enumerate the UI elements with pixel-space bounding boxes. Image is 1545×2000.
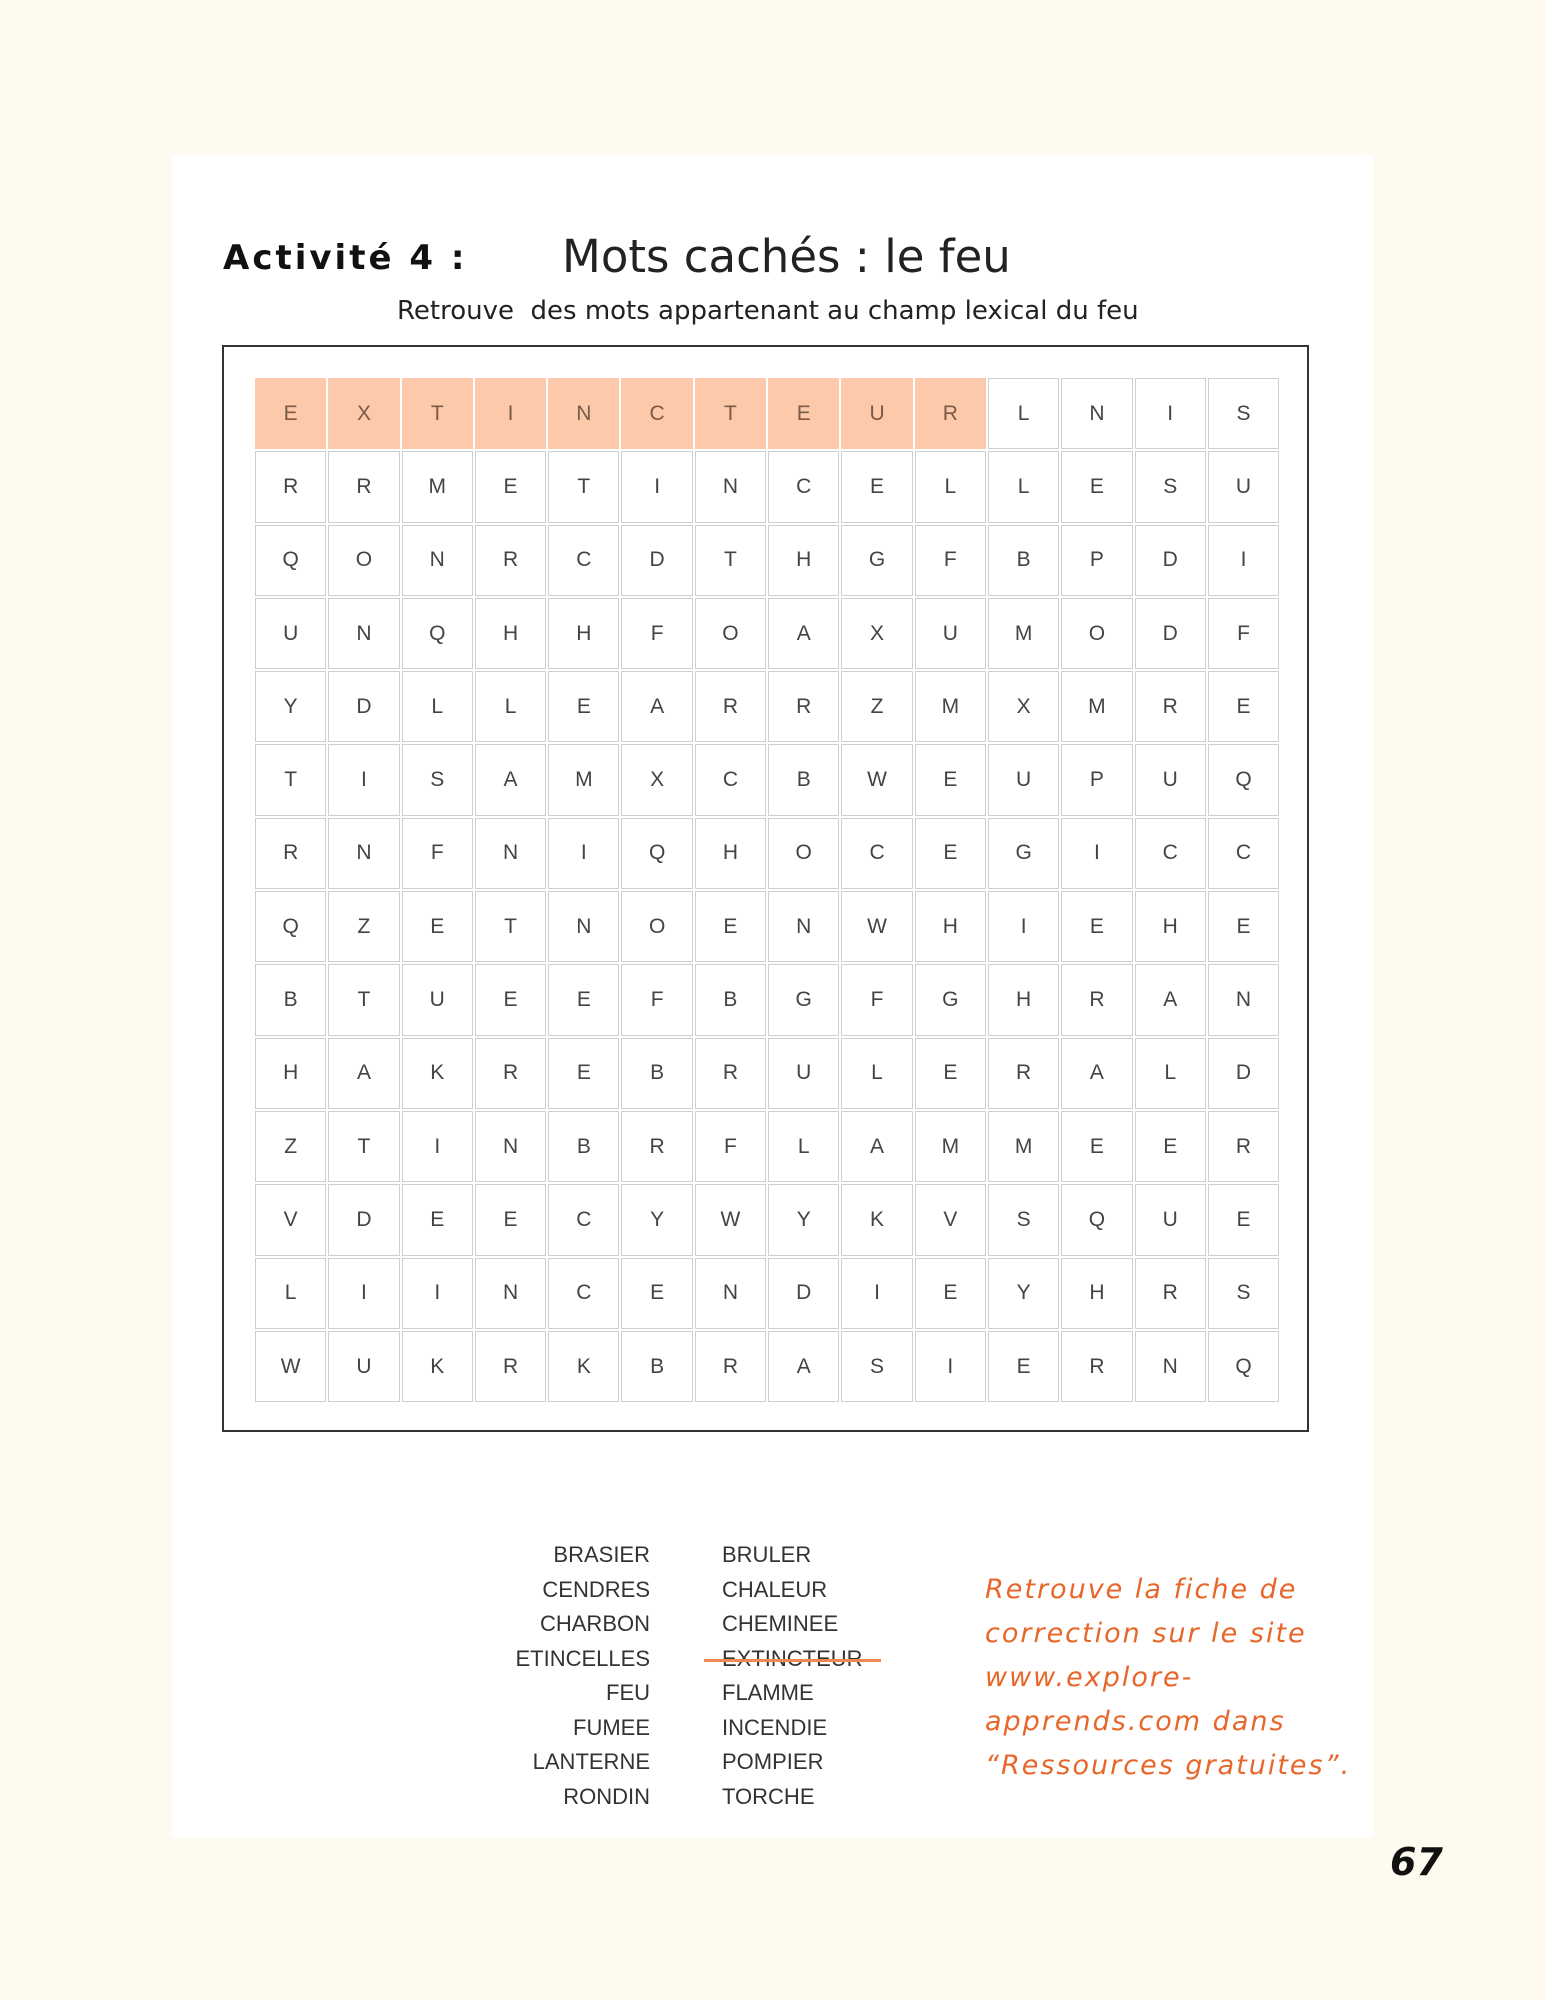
grid-cell[interactable]: T <box>695 525 766 596</box>
grid-cell[interactable]: C <box>621 378 692 449</box>
grid-cell[interactable]: D <box>1208 1038 1279 1109</box>
word-list-item: FUMEE <box>573 1714 650 1740</box>
grid-cell[interactable]: D <box>1135 598 1206 669</box>
grid-cell[interactable]: H <box>768 525 839 596</box>
grid-cell[interactable]: E <box>475 451 546 522</box>
grid-cell[interactable]: A <box>1061 1038 1132 1109</box>
grid-cell[interactable]: N <box>475 818 546 889</box>
word-list-item: INCENDIE <box>722 1714 828 1740</box>
word-list-item: ETINCELLES <box>515 1645 650 1671</box>
grid-cell[interactable]: V <box>255 1184 326 1255</box>
grid-cell[interactable]: B <box>548 1111 619 1182</box>
grid-cell[interactable]: E <box>621 1258 692 1329</box>
grid-cell[interactable]: D <box>328 671 399 742</box>
grid-cell[interactable]: I <box>915 1331 986 1402</box>
grid-cell[interactable]: I <box>1208 525 1279 596</box>
grid-cell[interactable]: U <box>328 1331 399 1402</box>
word-list-item: FLAMME <box>722 1680 814 1705</box>
grid-cell[interactable]: U <box>841 378 912 449</box>
word-list-item: BRASIER <box>553 1542 650 1567</box>
grid-cell[interactable]: P <box>1061 744 1132 815</box>
grid-cell[interactable]: N <box>548 891 619 962</box>
word-list-item: FEU <box>606 1680 650 1705</box>
grid-cell[interactable]: U <box>988 744 1059 815</box>
grid-cell[interactable]: Q <box>255 525 326 596</box>
grid-cell[interactable]: B <box>255 964 326 1035</box>
word-search-grid <box>254 377 1280 1403</box>
grid-cell[interactable]: N <box>1135 1331 1206 1402</box>
word-list-item: RONDIN <box>563 1783 650 1809</box>
grid-cell[interactable]: E <box>475 1184 546 1255</box>
grid-cell[interactable]: E <box>915 1038 986 1109</box>
grid-cell[interactable]: N <box>475 1258 546 1329</box>
grid-cell[interactable]: H <box>915 891 986 962</box>
grid-cell[interactable]: G <box>988 818 1059 889</box>
grid-cell[interactable]: I <box>475 378 546 449</box>
grid-cell[interactable]: T <box>548 451 619 522</box>
grid-cell[interactable]: E <box>768 378 839 449</box>
grid-cell[interactable]: E <box>1208 1184 1279 1255</box>
grid-cell[interactable]: D <box>1135 525 1206 596</box>
grid-cell[interactable]: S <box>1208 378 1279 449</box>
grid-cell[interactable]: N <box>475 1111 546 1182</box>
grid-cell[interactable]: F <box>402 818 473 889</box>
grid-cell[interactable]: M <box>915 671 986 742</box>
grid-cell[interactable]: Q <box>1061 1184 1132 1255</box>
grid-cell[interactable]: N <box>695 451 766 522</box>
grid-cell[interactable]: N <box>1061 378 1132 449</box>
grid-cell[interactable]: K <box>548 1331 619 1402</box>
grid-cell[interactable]: X <box>621 744 692 815</box>
grid-cell[interactable]: N <box>768 891 839 962</box>
grid-cell[interactable]: P <box>1061 525 1132 596</box>
grid-cell[interactable]: H <box>1135 891 1206 962</box>
grid-cell[interactable]: N <box>695 1258 766 1329</box>
grid-cell[interactable]: F <box>841 964 912 1035</box>
grid-cell[interactable]: X <box>328 378 399 449</box>
instructions: Retrouve des mots appartenant au champ lexical du feu <box>397 296 1139 326</box>
grid-cell[interactable]: D <box>621 525 692 596</box>
grid-cell[interactable]: M <box>402 451 473 522</box>
grid-cell[interactable]: S <box>1135 451 1206 522</box>
grid-cell[interactable]: L <box>915 451 986 522</box>
grid-cell[interactable]: Y <box>988 1258 1059 1329</box>
grid-cell[interactable]: S <box>402 744 473 815</box>
grid-cell[interactable]: U <box>1135 744 1206 815</box>
word-list-item: BRULER <box>722 1542 812 1567</box>
grid-cell[interactable]: M <box>988 1111 1059 1182</box>
grid-cell[interactable]: E <box>915 818 986 889</box>
grid-cell[interactable]: E <box>1061 451 1132 522</box>
grid-cell[interactable]: A <box>841 1111 912 1182</box>
grid-cell[interactable]: R <box>1208 1111 1279 1182</box>
word-list-item <box>722 1642 972 1677</box>
grid-cell[interactable]: H <box>988 964 1059 1035</box>
grid-cell[interactable]: E <box>475 964 546 1035</box>
grid-cell[interactable]: E <box>1061 891 1132 962</box>
word-list-left <box>400 1538 650 1814</box>
grid-cell[interactable]: R <box>988 1038 1059 1109</box>
page-number: 67 <box>1390 1840 1443 1884</box>
grid-cell[interactable]: R <box>1061 964 1132 1035</box>
grid-cell[interactable]: F <box>621 598 692 669</box>
grid-cell[interactable]: D <box>328 1184 399 1255</box>
grid-cell[interactable]: I <box>988 891 1059 962</box>
grid-cell[interactable]: S <box>841 1331 912 1402</box>
grid-cell[interactable]: I <box>402 1111 473 1182</box>
grid-cell[interactable]: U <box>402 964 473 1035</box>
grid-cell[interactable]: H <box>1061 1258 1132 1329</box>
grid-cell[interactable]: U <box>1208 451 1279 522</box>
grid-cell[interactable]: D <box>768 1258 839 1329</box>
grid-cell[interactable]: C <box>841 818 912 889</box>
grid-cell[interactable]: W <box>841 891 912 962</box>
grid-cell[interactable]: L <box>475 671 546 742</box>
grid-cell[interactable]: E <box>841 451 912 522</box>
grid-cell[interactable]: Q <box>1208 744 1279 815</box>
grid-cell[interactable]: E <box>988 1331 1059 1402</box>
grid-cell[interactable]: B <box>621 1038 692 1109</box>
grid-cell[interactable]: B <box>695 964 766 1035</box>
grid-cell[interactable]: O <box>328 525 399 596</box>
grid-cell[interactable]: G <box>768 964 839 1035</box>
grid-cell[interactable]: A <box>621 671 692 742</box>
grid-cell[interactable]: Q <box>255 891 326 962</box>
grid-cell[interactable]: K <box>402 1331 473 1402</box>
grid-cell[interactable]: T <box>695 378 766 449</box>
grid-cell[interactable]: L <box>988 378 1059 449</box>
grid-cell[interactable]: W <box>841 744 912 815</box>
grid-cell[interactable]: Z <box>841 671 912 742</box>
grid-cell[interactable]: F <box>915 525 986 596</box>
grid-cell[interactable]: R <box>1135 1258 1206 1329</box>
grid-cell[interactable]: G <box>841 525 912 596</box>
grid-cell[interactable]: B <box>768 744 839 815</box>
grid-cell[interactable]: F <box>695 1111 766 1182</box>
grid-cell[interactable]: N <box>328 598 399 669</box>
grid-cell[interactable]: M <box>915 1111 986 1182</box>
grid-cell[interactable]: R <box>475 525 546 596</box>
word-list-right <box>722 1538 972 1814</box>
grid-cell[interactable]: N <box>548 378 619 449</box>
grid-cell[interactable]: T <box>255 744 326 815</box>
grid-cell[interactable]: I <box>621 451 692 522</box>
grid-cell[interactable]: Y <box>255 671 326 742</box>
grid-cell[interactable]: O <box>1061 598 1132 669</box>
word-list-item: CENDRES <box>542 1576 650 1602</box>
grid-cell[interactable]: R <box>1061 1331 1132 1402</box>
grid-cell[interactable]: R <box>768 671 839 742</box>
grid-cell[interactable]: L <box>402 671 473 742</box>
grid-cell[interactable]: E <box>402 1184 473 1255</box>
grid-cell[interactable]: R <box>621 1111 692 1182</box>
grid-cell[interactable]: M <box>1061 671 1132 742</box>
grid-cell[interactable]: C <box>1135 818 1206 889</box>
grid-cell[interactable]: I <box>548 818 619 889</box>
grid-cell[interactable]: C <box>548 1184 619 1255</box>
grid-cell[interactable]: C <box>695 744 766 815</box>
grid-cell[interactable]: H <box>548 598 619 669</box>
grid-cell[interactable]: Z <box>255 1111 326 1182</box>
grid-cell[interactable]: C <box>548 1258 619 1329</box>
grid-cell[interactable]: K <box>402 1038 473 1109</box>
grid-cell[interactable]: E <box>548 1038 619 1109</box>
grid-cell[interactable]: V <box>915 1184 986 1255</box>
activity-label: Activité 4 : <box>223 238 468 278</box>
grid-cell[interactable]: N <box>1208 964 1279 1035</box>
grid-cell[interactable]: U <box>1135 1184 1206 1255</box>
grid-cell[interactable]: G <box>915 964 986 1035</box>
found-word <box>722 1642 863 1677</box>
grid-cell[interactable]: R <box>915 378 986 449</box>
grid-cell[interactable]: A <box>1135 964 1206 1035</box>
grid-cell[interactable]: B <box>621 1331 692 1402</box>
grid-cell[interactable]: T <box>328 964 399 1035</box>
grid-cell[interactable]: E <box>1061 1111 1132 1182</box>
page-title: Mots cachés : le feu <box>562 230 1011 283</box>
grid-cell[interactable]: E <box>1208 671 1279 742</box>
grid-cell[interactable]: N <box>402 525 473 596</box>
grid-cell[interactable]: E <box>548 671 619 742</box>
grid-cell[interactable]: R <box>255 818 326 889</box>
grid-cell[interactable]: X <box>988 671 1059 742</box>
grid-cell[interactable]: T <box>402 378 473 449</box>
word-list-item: LANTERNE <box>532 1749 650 1774</box>
word-list-item: TORCHE <box>722 1783 815 1809</box>
grid-cell[interactable]: E <box>695 891 766 962</box>
grid-cell[interactable]: T <box>475 891 546 962</box>
grid-cell[interactable]: R <box>695 671 766 742</box>
grid-cell[interactable]: F <box>1208 598 1279 669</box>
grid-cell[interactable]: I <box>328 744 399 815</box>
grid-cell[interactable]: I <box>841 1258 912 1329</box>
grid-cell[interactable]: R <box>475 1038 546 1109</box>
grid-cell[interactable]: C <box>768 451 839 522</box>
grid-cell[interactable]: L <box>841 1038 912 1109</box>
grid-cell[interactable]: B <box>988 525 1059 596</box>
grid-cell[interactable]: H <box>695 818 766 889</box>
grid-cell[interactable]: L <box>1135 1038 1206 1109</box>
grid-cell[interactable]: Q <box>621 818 692 889</box>
grid-cell[interactable]: E <box>1135 1111 1206 1182</box>
grid-cell[interactable]: H <box>255 1038 326 1109</box>
grid-cell[interactable]: Y <box>768 1184 839 1255</box>
word-list-item: POMPIER <box>722 1749 824 1774</box>
grid-cell[interactable]: E <box>915 1258 986 1329</box>
strikethrough-line <box>704 1659 881 1662</box>
grid-cell[interactable]: H <box>475 598 546 669</box>
word-list-item: CHEMINEE <box>722 1611 839 1636</box>
word-list-item: CHALEUR <box>722 1576 828 1602</box>
grid-cell[interactable]: L <box>255 1258 326 1329</box>
grid-cell[interactable]: R <box>255 451 326 522</box>
grid-cell[interactable]: L <box>988 451 1059 522</box>
grid-cell[interactable]: M <box>548 744 619 815</box>
grid-cell[interactable]: I <box>402 1258 473 1329</box>
grid-cell[interactable]: E <box>1208 891 1279 962</box>
grid-cell[interactable]: I <box>1061 818 1132 889</box>
grid-cell[interactable]: Q <box>1208 1331 1279 1402</box>
grid-cell[interactable]: R <box>475 1331 546 1402</box>
grid-cell[interactable]: X <box>841 598 912 669</box>
grid-cell[interactable]: Z <box>328 891 399 962</box>
correction-note: Retrouve la fiche de correction sur le site www.explore-apprends.com dans “Ressources gratuites”. <box>985 1574 1352 1781</box>
grid-cell[interactable]: O <box>695 598 766 669</box>
grid-cell[interactable]: Y <box>621 1184 692 1255</box>
grid-cell[interactable]: O <box>768 818 839 889</box>
grid-cell[interactable]: C <box>548 525 619 596</box>
grid-cell[interactable]: E <box>548 964 619 1035</box>
grid-cell[interactable]: A <box>768 598 839 669</box>
grid-cell[interactable]: R <box>695 1038 766 1109</box>
grid-cell[interactable]: R <box>328 451 399 522</box>
grid-cell[interactable]: T <box>328 1111 399 1182</box>
grid-cell[interactable]: C <box>1208 818 1279 889</box>
grid-cell[interactable]: F <box>621 964 692 1035</box>
grid-cell[interactable]: R <box>1135 671 1206 742</box>
grid-cell[interactable]: W <box>695 1184 766 1255</box>
grid-cell[interactable]: A <box>768 1331 839 1402</box>
grid-cell[interactable]: R <box>695 1331 766 1402</box>
grid-cell[interactable]: K <box>841 1184 912 1255</box>
grid-cell[interactable]: S <box>1208 1258 1279 1329</box>
grid-cell[interactable]: O <box>621 891 692 962</box>
grid-cell[interactable]: U <box>768 1038 839 1109</box>
grid-cell[interactable]: Q <box>402 598 473 669</box>
grid-cell[interactable]: I <box>1135 378 1206 449</box>
grid-cell[interactable]: A <box>475 744 546 815</box>
grid-cell[interactable]: W <box>255 1331 326 1402</box>
grid-cell[interactable]: A <box>328 1038 399 1109</box>
grid-cell[interactable]: N <box>328 818 399 889</box>
grid-cell[interactable]: S <box>988 1184 1059 1255</box>
grid-cell[interactable]: L <box>768 1111 839 1182</box>
grid-cell[interactable]: U <box>915 598 986 669</box>
grid-cell[interactable]: E <box>402 891 473 962</box>
grid-cell[interactable]: I <box>328 1258 399 1329</box>
grid-cell[interactable]: U <box>255 598 326 669</box>
grid-cell[interactable]: E <box>255 378 326 449</box>
word-list-item: CHARBON <box>539 1611 650 1636</box>
grid-cell[interactable]: M <box>988 598 1059 669</box>
grid-cell[interactable]: E <box>915 744 986 815</box>
